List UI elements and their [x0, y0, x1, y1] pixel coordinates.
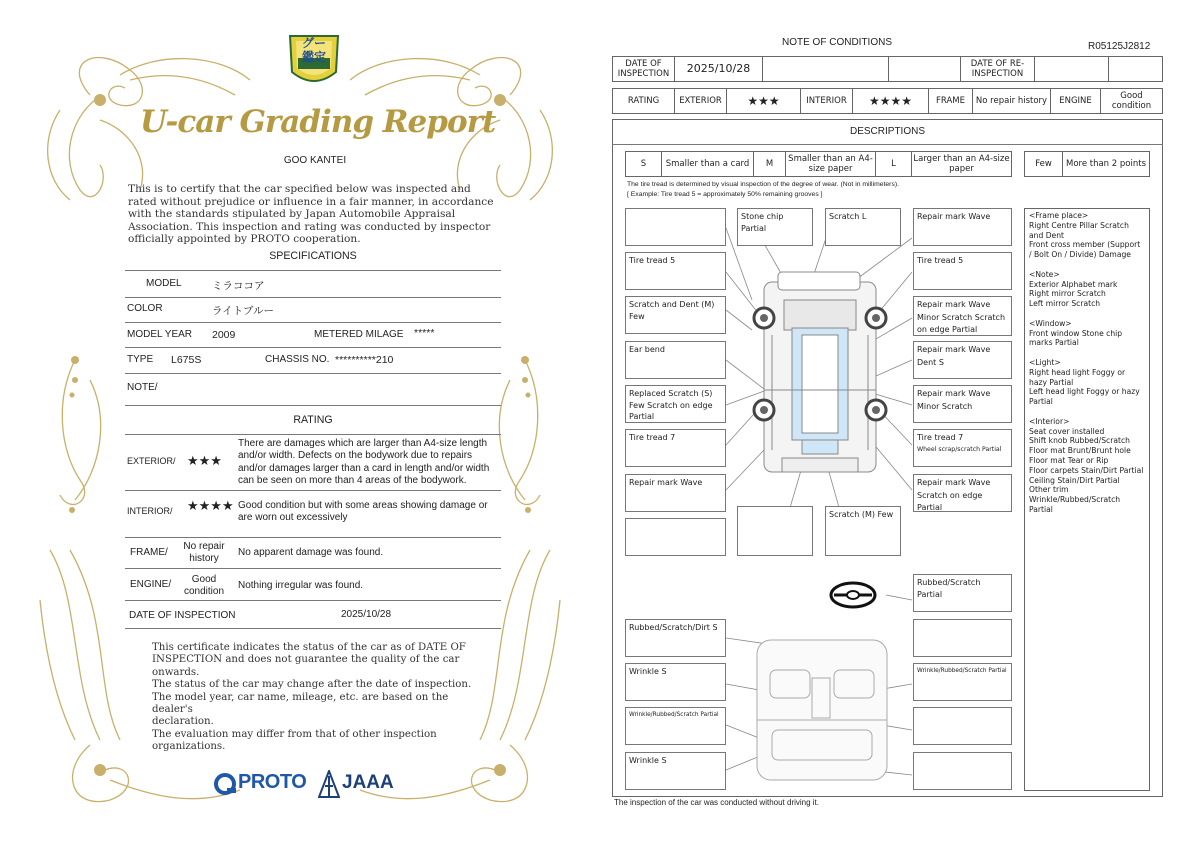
callout-box	[737, 506, 813, 556]
interior-label: INTERIOR	[801, 89, 853, 113]
callout-repair-minor: Repair mark Wave Minor Scratch	[913, 385, 1012, 423]
note-line: Front cross member (Support / Bolt On / Divide) Damage	[1029, 240, 1141, 260]
engine-description: Nothing irregular was found.	[238, 580, 364, 591]
callout-steering: Rubbed/Scratch Partial	[913, 574, 1012, 612]
few-label: Few	[1025, 152, 1063, 176]
disclaimer-line: The evaluation may differ from that of other inspection organizations.	[152, 728, 437, 753]
divider	[125, 490, 501, 491]
empty-cell	[763, 57, 889, 81]
note-line: Seat cover installed	[1029, 426, 1105, 436]
note-line: Exterior Alphabet mark	[1029, 279, 1118, 289]
tire-note	[627, 180, 899, 199]
callout-tire-rear-left: Tire tread 7	[625, 429, 726, 467]
callout-stone-chip: Stone chip Partial	[737, 208, 813, 246]
callout-scratch-l: Scratch L	[825, 208, 901, 246]
certificate-intro: This is to certify that the car specified below was inspected and rated without prejudice or influence in a fair manner, in accordance with the standards stipulated by Japan Automobile Appraisal Association. This inspection and rating was conducted by inspector officially appointed by PROTO cooperation.	[128, 183, 494, 246]
size-m: M	[754, 152, 786, 176]
note-line	[1029, 309, 1145, 319]
callout-rubbed-dirt: Rubbed/Scratch/Dirt S	[625, 619, 726, 657]
rating-row	[612, 88, 1163, 114]
note-label: NOTE/	[127, 382, 158, 393]
size-legend	[625, 151, 1012, 177]
note-line: <Window>	[1029, 318, 1072, 328]
exterior-label: EXTERIOR	[675, 89, 727, 113]
disclaimer-line: The status of the car may change after the date of inspection.	[152, 679, 472, 691]
divider	[125, 373, 501, 374]
note-line: Floor mat Tear or Rip	[1029, 455, 1109, 465]
note-line: Ceiling Stain/Dirt Partial	[1029, 475, 1120, 485]
note-line: <Interior>	[1029, 416, 1070, 426]
certificate-disclaimer	[152, 642, 472, 754]
divider	[125, 322, 501, 323]
note-line: Shift knob Rubbed/Scratch	[1029, 436, 1130, 446]
descriptions-heading: DESCRIPTIONS	[849, 126, 925, 137]
tire-note-line: The tire tread is determined by visual inspection of the degree of wear. (Not in millimeters).	[627, 181, 899, 188]
divider	[125, 537, 501, 538]
few-legend	[1024, 151, 1150, 177]
exterior-label: EXTERIOR/	[127, 456, 176, 466]
interior-label: INTERIOR/	[127, 506, 173, 516]
tire-rear-right-subtext: Wheel scrap/scratch Partial	[917, 445, 1002, 453]
note-line: <Note>	[1029, 269, 1060, 279]
callout-scratch-m-few: Scratch (M) Few	[825, 506, 901, 556]
engine-label: ENGINE	[1051, 89, 1101, 113]
disclaimer-line: The model year, car name, mileage, etc. are based on the dealer's	[152, 691, 449, 716]
note-line: Other trim	[1029, 485, 1069, 495]
size-l: L	[876, 152, 912, 176]
callout-repair-dent: Repair mark Wave Dent S	[913, 341, 1012, 379]
certificate-subtitle: GOO KANTEI	[283, 155, 347, 166]
few-desc: More than 2 points	[1065, 159, 1146, 169]
rating-label: RATING	[613, 89, 675, 113]
model-value: ミラココア	[212, 280, 265, 292]
note-line: Left head light Foggy or hazy Partial	[1029, 387, 1140, 407]
model-label: MODEL	[146, 278, 182, 289]
type-value: L675S	[171, 354, 202, 366]
proto-logo-icon	[212, 772, 238, 796]
callout-tire-front-left: Tire tread 5	[625, 252, 726, 290]
disclaimer-line: declaration.	[152, 716, 214, 728]
note-line: <Frame place>	[1029, 211, 1089, 220]
date-reinspection-label: DATE OF RE-INSPECTION	[961, 57, 1035, 81]
interior-description: Good condition but with some areas showing damage or are worn out excessively	[238, 500, 488, 524]
divider	[125, 568, 501, 569]
engine-value: Good condition	[183, 574, 225, 597]
certificate-title: U-car Grading Report	[140, 104, 496, 140]
callout-wrinkle-left: Wrinkle/Rubbed/Scratch Partial	[625, 707, 726, 745]
color-value: ライトブルー	[212, 305, 274, 317]
date-of-inspection-label: DATE OF INSPECTION	[129, 610, 236, 621]
callout-replaced: Replaced Scratch (S) Few Scratch on edge Partial	[625, 385, 726, 423]
note-line: Wrinkle/Rubbed/Scratch Partial	[1029, 495, 1121, 514]
note-line: Floor mat Brunt/Brunt hole	[1029, 446, 1131, 456]
date-row	[612, 56, 1163, 82]
frame-value: No repair history	[183, 541, 225, 564]
callout-tire-front-right: Tire tread 5	[913, 252, 1012, 290]
note-line	[1029, 348, 1145, 358]
size-m-desc: Smaller than an A4-size paper	[786, 152, 876, 176]
tire-note-line: [ Example: Tire tread 5 = approximately 50% remaining grooves ]	[627, 190, 823, 198]
callout-box	[913, 752, 1012, 790]
jaaa-logo-icon	[318, 770, 340, 798]
empty-cell	[889, 57, 961, 81]
color-label: COLOR	[127, 303, 163, 314]
callout-repair-wave-front: Repair mark Wave	[913, 208, 1012, 246]
callout-wrinkle-rear: Wrinkle S	[625, 752, 726, 790]
badge-text: グー 鑑定	[301, 36, 326, 64]
divider	[125, 347, 501, 348]
tire-rear-right-text: Tire tread 7	[917, 433, 964, 442]
callout-wrinkle-front: Wrinkle S	[625, 663, 726, 701]
note-line: Right head light Foggy or hazy Partial	[1029, 367, 1126, 387]
callout-box	[625, 208, 726, 246]
size-l-desc: Larger than an A4-size paper	[913, 154, 1010, 174]
frame-description: No apparent damage was found.	[238, 547, 384, 558]
callout-wrinkle-right: Wrinkle/Rubbed/Scratch Partial	[913, 663, 1012, 701]
engine-label: ENGINE/	[130, 579, 172, 590]
size-s: S	[626, 152, 662, 176]
note-line: Floor carpets Stain/Dirt Partial	[1029, 465, 1144, 475]
divider	[125, 600, 501, 601]
interior-stars: ★★★★	[187, 499, 234, 514]
reference-number: R05125J2812	[1088, 41, 1151, 52]
callout-box	[913, 707, 1012, 745]
divider	[125, 628, 501, 629]
notes-list	[1024, 208, 1150, 791]
empty-cell	[1035, 57, 1109, 81]
disclaimer-line: INSPECTION and does not guarantee the quality of the car onwards.	[152, 654, 460, 678]
note-line	[1029, 260, 1145, 270]
frame-value: No repair history	[973, 89, 1051, 113]
divider	[125, 297, 501, 298]
specifications-heading: SPECIFICATIONS	[269, 250, 357, 262]
callout-box	[625, 518, 726, 556]
engine-value: Good condition	[1111, 91, 1152, 111]
frame-label: FRAME	[929, 89, 973, 113]
date-of-inspection-value: 2025/10/28	[341, 609, 392, 620]
metered-mileage-label: METERED MILAGE	[314, 329, 404, 340]
note-line	[1029, 407, 1145, 417]
size-s-desc: Smaller than a card	[662, 152, 754, 176]
proto-logo-text: PROTO	[238, 771, 307, 793]
date-inspection-value: 2025/10/28	[675, 57, 763, 81]
callout-box	[913, 619, 1012, 657]
exterior-description: There are damages which are larger than A4-size length and/or width. Defects on the bodywork due to repairs and/or damages larger than a card in length and/or width can be seen on more than 4 areas of the bodywork.	[238, 438, 490, 487]
callout-repair-minor-edge: Repair mark Wave Minor Scratch Scratch on edge Partial	[913, 296, 1012, 336]
note-line: Front window Stone chip marks Partial	[1029, 328, 1123, 348]
divider	[125, 270, 501, 271]
exterior-stars: ★★★	[727, 89, 801, 113]
date-inspection-label: DATE OF INSPECTION	[613, 57, 675, 81]
frame-label: FRAME/	[130, 547, 168, 558]
callout-ear-bend: Ear bend	[625, 341, 726, 379]
note-line: <Light>	[1029, 357, 1061, 367]
disclaimer-line: This certificate indicates the status of the car as of DATE OF	[152, 642, 466, 653]
metered-mileage-value: *****	[414, 327, 435, 339]
divider	[125, 405, 501, 406]
exterior-stars: ★★★	[187, 454, 222, 469]
conditions-title: NOTE OF CONDITIONS	[782, 37, 892, 48]
chassis-value: **********210	[335, 354, 394, 366]
note-line: Right Centre Pillar Scratch and Dent	[1029, 220, 1129, 240]
callout-repair-edge: Repair mark Wave Scratch on edge Partial	[913, 474, 1012, 512]
interior-stars: ★★★★	[853, 89, 929, 113]
callout-repair-wave-left: Repair mark Wave	[625, 474, 726, 512]
conditions-footer: The inspection of the car was conducted without driving it.	[614, 798, 819, 807]
note-line: Left mirror Scratch	[1029, 299, 1101, 309]
callout-scratch-dent: Scratch and Dent (M) Few	[625, 296, 726, 334]
divider	[612, 144, 1163, 145]
rating-heading: RATING	[293, 414, 333, 426]
jaaa-logo-text: JAAA	[342, 772, 394, 793]
callout-tire-rear-right	[913, 429, 1012, 467]
note-line: Right mirror Scratch	[1029, 289, 1106, 299]
model-year-value: 2009	[212, 329, 236, 341]
steering-wheel-icon	[831, 583, 875, 607]
divider	[125, 434, 501, 435]
chassis-label: CHASSIS NO.	[265, 354, 330, 365]
model-year-label: MODEL YEAR	[127, 329, 193, 340]
type-label: TYPE	[127, 354, 154, 365]
